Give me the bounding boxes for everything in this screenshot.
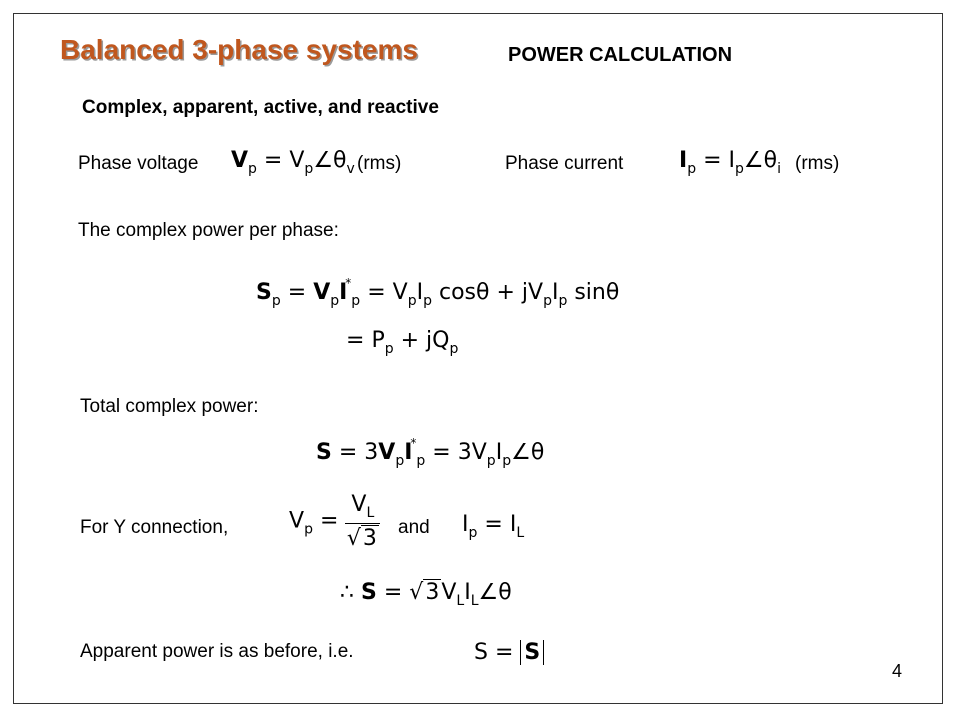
eq-number: 3 bbox=[362, 526, 377, 551]
therefore-equation bbox=[340, 580, 512, 609]
sqrt-symbol: √3 bbox=[409, 580, 440, 605]
eq-subscript: p bbox=[468, 525, 478, 541]
eq-subscript: L bbox=[456, 593, 465, 609]
eq-symbol: jV bbox=[521, 280, 544, 305]
eq-number: 3 bbox=[457, 440, 472, 465]
eq-symbol: I bbox=[404, 440, 413, 465]
eq-subscript: p bbox=[558, 293, 568, 309]
eq-function: cosθ bbox=[438, 280, 490, 305]
eq-symbol: V bbox=[289, 508, 305, 534]
eq-symbol: V bbox=[392, 280, 408, 305]
eq-operator: = bbox=[287, 280, 307, 305]
eq-symbol: V bbox=[471, 440, 487, 465]
eq-subscript: p bbox=[248, 161, 257, 177]
apparent-power-label: Apparent power is as before, i.e. bbox=[80, 641, 354, 662]
eq-symbol: I bbox=[464, 580, 471, 605]
eq-subscript: p bbox=[735, 161, 744, 177]
phase-voltage-unit: (rms) bbox=[357, 153, 402, 174]
eq-symbol: V bbox=[441, 580, 457, 605]
eq-subscript: p bbox=[271, 293, 281, 309]
eq-subscript: p bbox=[423, 293, 432, 309]
eq-symbol: I bbox=[728, 148, 736, 173]
y-connection-current-equation bbox=[462, 512, 524, 541]
phase-voltage-label: Phase voltage bbox=[78, 153, 199, 174]
eq-function: sinθ bbox=[574, 280, 620, 305]
therefore-symbol: ∴ bbox=[340, 580, 354, 605]
total-complex-power-label: Total complex power: bbox=[80, 396, 259, 417]
eq-symbol: V bbox=[313, 280, 331, 305]
eq-subscript: p bbox=[384, 341, 394, 357]
complex-power-equation-1 bbox=[256, 276, 619, 309]
eq-subscript: p bbox=[330, 293, 340, 309]
eq-subscript: p bbox=[486, 453, 496, 469]
phase-current-equation bbox=[679, 148, 781, 177]
eq-symbol: θ bbox=[333, 148, 347, 173]
eq-symbol: S bbox=[474, 640, 488, 665]
eq-operator: = bbox=[319, 508, 339, 534]
eq-operator: = bbox=[346, 328, 365, 353]
eq-symbol: I bbox=[416, 280, 424, 305]
eq-symbol: I bbox=[509, 512, 517, 537]
eq-operator: = bbox=[367, 280, 386, 305]
phase-current-label: Phase current bbox=[505, 153, 624, 174]
eq-symbol: I bbox=[679, 148, 688, 173]
eq-subscript: p bbox=[351, 293, 361, 309]
y-connection-voltage-equation bbox=[289, 492, 380, 551]
eq-symbol: S bbox=[316, 440, 332, 465]
eq-symbol: jQ bbox=[426, 328, 450, 353]
eq-superscript: * bbox=[410, 436, 417, 450]
angle-symbol: ∠ bbox=[313, 148, 334, 173]
angle-symbol: ∠ bbox=[743, 148, 764, 173]
eq-symbol: θ bbox=[763, 148, 778, 173]
eq-subscript: p bbox=[687, 161, 697, 177]
eq-subscript: i bbox=[777, 161, 781, 177]
eq-number: 3 bbox=[425, 580, 440, 605]
eq-subscript: L bbox=[470, 593, 479, 609]
eq-symbol: θ bbox=[498, 580, 512, 605]
eq-operator: + bbox=[400, 328, 420, 353]
eq-symbol: V bbox=[378, 440, 396, 465]
angle-symbol: ∠ bbox=[511, 440, 531, 465]
eq-subscript: p bbox=[416, 453, 426, 469]
y-connection-label: For Y connection, bbox=[80, 517, 229, 538]
absolute-value bbox=[520, 640, 544, 665]
eq-operator: = bbox=[703, 148, 722, 173]
eq-symbol: S bbox=[524, 640, 541, 665]
eq-subscript: p bbox=[304, 521, 313, 538]
eq-superscript: * bbox=[345, 276, 352, 290]
eq-subscript: p bbox=[304, 161, 314, 177]
eq-symbol: θ bbox=[530, 440, 545, 465]
angle-symbol: ∠ bbox=[478, 580, 499, 605]
eq-operator: = bbox=[338, 440, 358, 465]
eq-subscript: p bbox=[407, 293, 417, 309]
eq-operator: = bbox=[263, 148, 283, 173]
eq-operator: = bbox=[432, 440, 451, 465]
eq-symbol: I bbox=[495, 440, 503, 465]
eq-operator: = bbox=[494, 640, 514, 665]
eq-subscript: L bbox=[516, 525, 525, 541]
apparent-power-equation bbox=[474, 640, 544, 665]
complex-power-per-phase-label: The complex power per phase: bbox=[78, 220, 339, 241]
eq-subscript: v bbox=[346, 161, 355, 177]
slide-title: Balanced 3-phase systems bbox=[60, 34, 418, 65]
eq-symbol: I bbox=[339, 280, 348, 305]
eq-subscript: p bbox=[449, 341, 459, 357]
eq-operator: = bbox=[383, 580, 403, 605]
eq-symbol: V bbox=[231, 148, 249, 173]
fraction bbox=[345, 492, 380, 551]
and-label: and bbox=[398, 517, 430, 538]
eq-subscript: L bbox=[366, 505, 375, 521]
eq-operator: = bbox=[484, 512, 503, 537]
eq-symbol: S bbox=[361, 580, 377, 605]
eq-symbol: V bbox=[289, 148, 305, 173]
eq-operator: + bbox=[496, 280, 515, 305]
phase-current-unit: (rms) bbox=[795, 153, 840, 174]
phase-voltage-equation bbox=[231, 148, 355, 177]
eq-symbol: P bbox=[371, 328, 385, 353]
sqrt-symbol: √3 bbox=[346, 526, 377, 551]
eq-symbol: V bbox=[351, 492, 367, 517]
eq-subscript: p bbox=[502, 453, 512, 469]
slide-subtitle: POWER CALCULATION bbox=[508, 44, 733, 66]
eq-subscript: p bbox=[543, 293, 552, 309]
page-number: 4 bbox=[892, 661, 903, 681]
eq-subscript: p bbox=[395, 453, 405, 469]
section-heading: Complex, apparent, active, and reactive bbox=[82, 97, 439, 118]
eq-symbol: S bbox=[256, 280, 272, 305]
eq-number: 3 bbox=[364, 440, 379, 465]
complex-power-equation-2 bbox=[346, 328, 458, 357]
total-complex-power-equation bbox=[316, 436, 544, 469]
eq-symbol: I bbox=[551, 280, 559, 305]
eq-symbol: I bbox=[462, 512, 469, 537]
